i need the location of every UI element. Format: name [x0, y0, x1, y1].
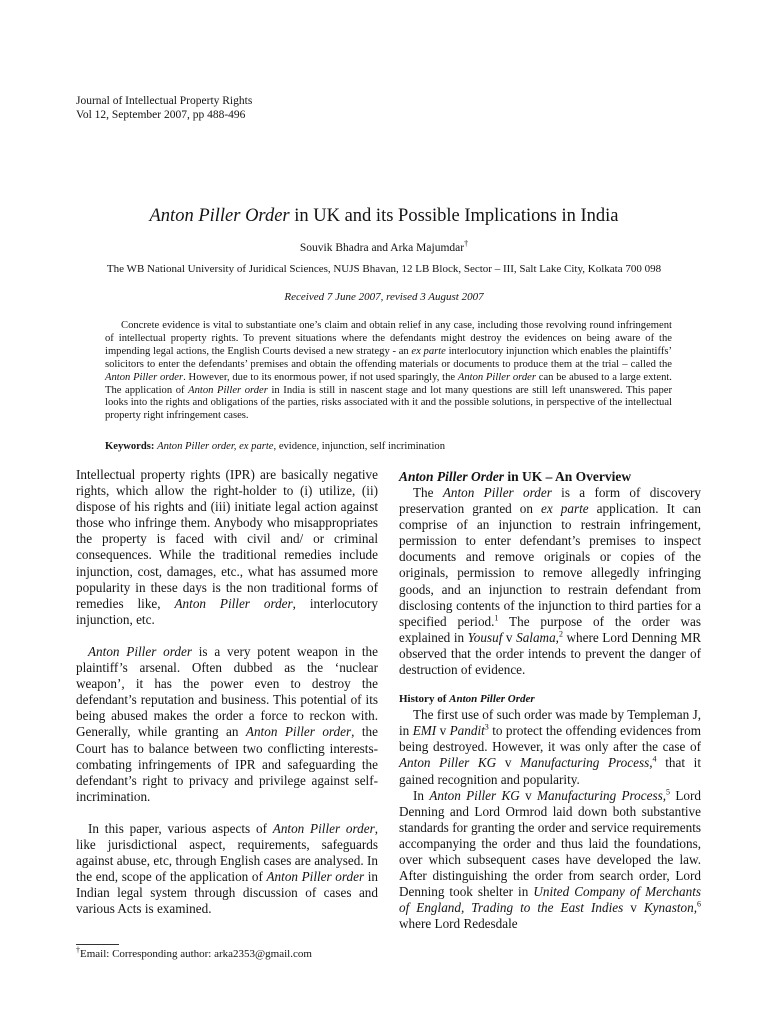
abstract-text-2: interlocutory injunction which enables the plaintiffs’ solicitors to enter the defendants’ premises and obtain the offending materials or documents to produce them at the trial – called the [105, 345, 672, 370]
title-italic: Anton Piller Order [149, 206, 290, 226]
text-run: , the Court has to balance between two conflicting interests- combating infringements of IPR and safeguarding the defendant’s right to privacy and privilege against self-incrimination. [76, 724, 378, 804]
abstract-text-4: can be abused to a large extent. The application of [105, 371, 672, 396]
text-run: Lord Denning and Lord Ormrod laid down both substantive standards for granting the order and service requirements accompanying the order and thus laid the foundations, over which subsequent cases have developed the law. After distinguishing the order from search order, Lord Denning took shelter in [399, 787, 701, 900]
text-run: v [519, 787, 538, 803]
footnote-text: Email: Corresponding author: arka2353@gmail.com [80, 948, 312, 960]
text-run: v [436, 723, 450, 739]
overview-paragraph [399, 485, 701, 678]
text-run: is a form of discovery preservation granted on [399, 485, 701, 517]
text-run: is a very potent weapon in the plaintiff’s arsenal. Often dubbed as the ‘nuclear weapon’, it has the power even to destroy the defendant’s reputation and business. This potential of its being abused makes the order a force to reckon with. Generally, while granting an [76, 643, 378, 740]
italic-run: Manufacturing Process, [520, 755, 653, 771]
history-paragraph-2 [399, 788, 701, 933]
text-run: , interlocutory injunction, etc. [76, 595, 378, 627]
journal-header [76, 94, 252, 122]
subsection-heading [399, 692, 701, 706]
italic-run: Pandit [449, 723, 485, 739]
abstract-italic-2: Anton Piller order [105, 371, 184, 383]
abstract-italic-4: Anton Piller order [188, 384, 268, 396]
italic-run: Anton Piller KG [399, 755, 497, 771]
footnote-ref: 3 [484, 722, 489, 732]
text-run: that it gained recognition and popularity. [399, 755, 701, 787]
text-run: where Lord Denning MR observed that the order intends to prevent the danger of destruction of evidence. [399, 629, 701, 678]
intro-paragraph-3 [76, 821, 378, 918]
section-heading [399, 468, 701, 485]
history-paragraph-1 [399, 707, 701, 787]
intro-paragraph-2 [76, 644, 378, 805]
italic-run: Anton Piller order [245, 724, 352, 740]
abstract-italic-1: ex parte [411, 345, 446, 357]
text-run: Intellectual property rights (IPR) are basically negative rights, which allow the right-holder to (i) utilize, (ii) dispose of his rights and (iii) initiate legal action against those who infringe them. Anybody who misappropriates the property is faced with civil and/ or criminal consequences. While the traditional remedies include injunction, cost, damages, etc., what has assumed more popularity in these days is the non traditional forms of remedies like, [76, 467, 378, 611]
subheading-italic: Anton Piller Order [449, 693, 535, 706]
footnote-mark: † [76, 945, 80, 955]
left-column [76, 467, 378, 933]
journal-name: Journal of Intellectual Property Rights [76, 95, 253, 107]
italic-run: EMI [412, 723, 437, 739]
keywords [105, 440, 445, 454]
footnote [76, 947, 312, 961]
text-run: v [502, 629, 517, 645]
italic-run: Manufacturing Process, [537, 787, 667, 803]
text-run: The [413, 485, 443, 500]
footnote-ref: 2 [558, 629, 563, 639]
paper-title [0, 204, 768, 228]
text-run: In this paper, various aspects of [88, 820, 273, 836]
footnote-ref: 5 [666, 787, 671, 797]
italic-run: Anton Piller order [266, 869, 365, 885]
italic-run: ex parte [541, 501, 589, 517]
text-run: , like jurisdictional aspect, requirements, safeguards against abuse, etc, through English cases are analysed. In the end, scope of the application of [76, 820, 379, 885]
right-column [399, 468, 701, 932]
text-run: in Indian legal system through discussion of cases and various Acts is examined. [76, 869, 378, 917]
keywords-italic: Anton Piller order, ex parte [157, 441, 274, 452]
author-names: Souvik Bhadra and Arka Majumdar [299, 242, 465, 254]
italic-run: Salama, [516, 629, 559, 645]
text-run: In [413, 787, 430, 803]
keywords-rest: , evidence, injunction, self incrimination [273, 441, 446, 452]
abstract-text-3: . However, due to its enormous power, if not used sparingly, the [183, 371, 458, 383]
text-run: The purpose of the order was explained in [399, 613, 701, 645]
italic-run: United Company of Merchants of England, Trading to the East Indies [399, 884, 701, 916]
author-mark: † [464, 239, 469, 249]
text-run: The first use of such order was made by Templeman J, in [399, 707, 701, 739]
heading-italic: Anton Piller Order [399, 469, 505, 484]
abstract [105, 320, 672, 423]
italic-run: Anton Piller order [442, 485, 552, 500]
footnote-ref: 6 [697, 899, 702, 909]
abstract-text-1: Concrete evidence is vital to substantiate one’s claim and obtain relief in any case, including those revolving round infringement of intellectual property rights. To prevent situations where the defendants might destroy the evidences on being aware of the impending legal actions, the English Courts devised a new strategy - an [105, 320, 672, 357]
italic-run: Anton Piller order [272, 820, 375, 836]
italic-run: Anton Piller order [88, 643, 192, 659]
abstract-text-5: in India is still in nascent stage and lot many questions are still left unanswered. This paper looks into the rights and obligations of the parties, risks associated with it and the possible solutions, in perspective of the intellectual property right infringement cases. [105, 384, 672, 422]
heading-rest: in UK – An Overview [504, 469, 632, 484]
intro-paragraph-1 [76, 467, 378, 628]
title-rest: in UK and its Possible Implications in India [289, 206, 619, 226]
footnote-rule [76, 944, 119, 945]
journal-volume: Vol 12, September 2007, pp 488-496 [76, 109, 246, 121]
italic-run: Kynaston, [643, 900, 698, 916]
text-run: to protect the offending evidences from being destroyed. However, it was only after the case of [399, 723, 702, 755]
text-run: where Lord Redesdale [399, 916, 518, 932]
italic-run: Anton Piller KG [429, 787, 520, 803]
authors [0, 241, 768, 255]
text-run: application. It can comprise of an injunction to restrain infringement, permission to enter defendant’s premises to inspect documents and remove originals or copies of the originals, permission to remove allegedly infringing goods, and an injunction to restrain defendant from disclosing contents of the injunction to third parties for a specified period. [399, 501, 701, 629]
italic-run: Anton Piller order [174, 595, 293, 611]
abstract-italic-3: Anton Piller order [457, 371, 536, 383]
subheading-text: History of [399, 693, 450, 706]
italic-run: Yousuf [467, 629, 503, 645]
affiliation: The WB National University of Juridical Sciences, NUJS Bhavan, 12 LB Block, Sector – III, Salt Lake City, Kolkata 700 098 [106, 263, 662, 275]
text-run: v [496, 755, 521, 771]
text-run: v [623, 900, 644, 916]
footnote-ref: 1 [494, 613, 499, 623]
footnote-ref: 4 [652, 755, 657, 765]
keywords-label: Keywords: [105, 441, 155, 452]
received-dates: Received 7 June 2007, revised 3 August 2007 [284, 291, 484, 303]
